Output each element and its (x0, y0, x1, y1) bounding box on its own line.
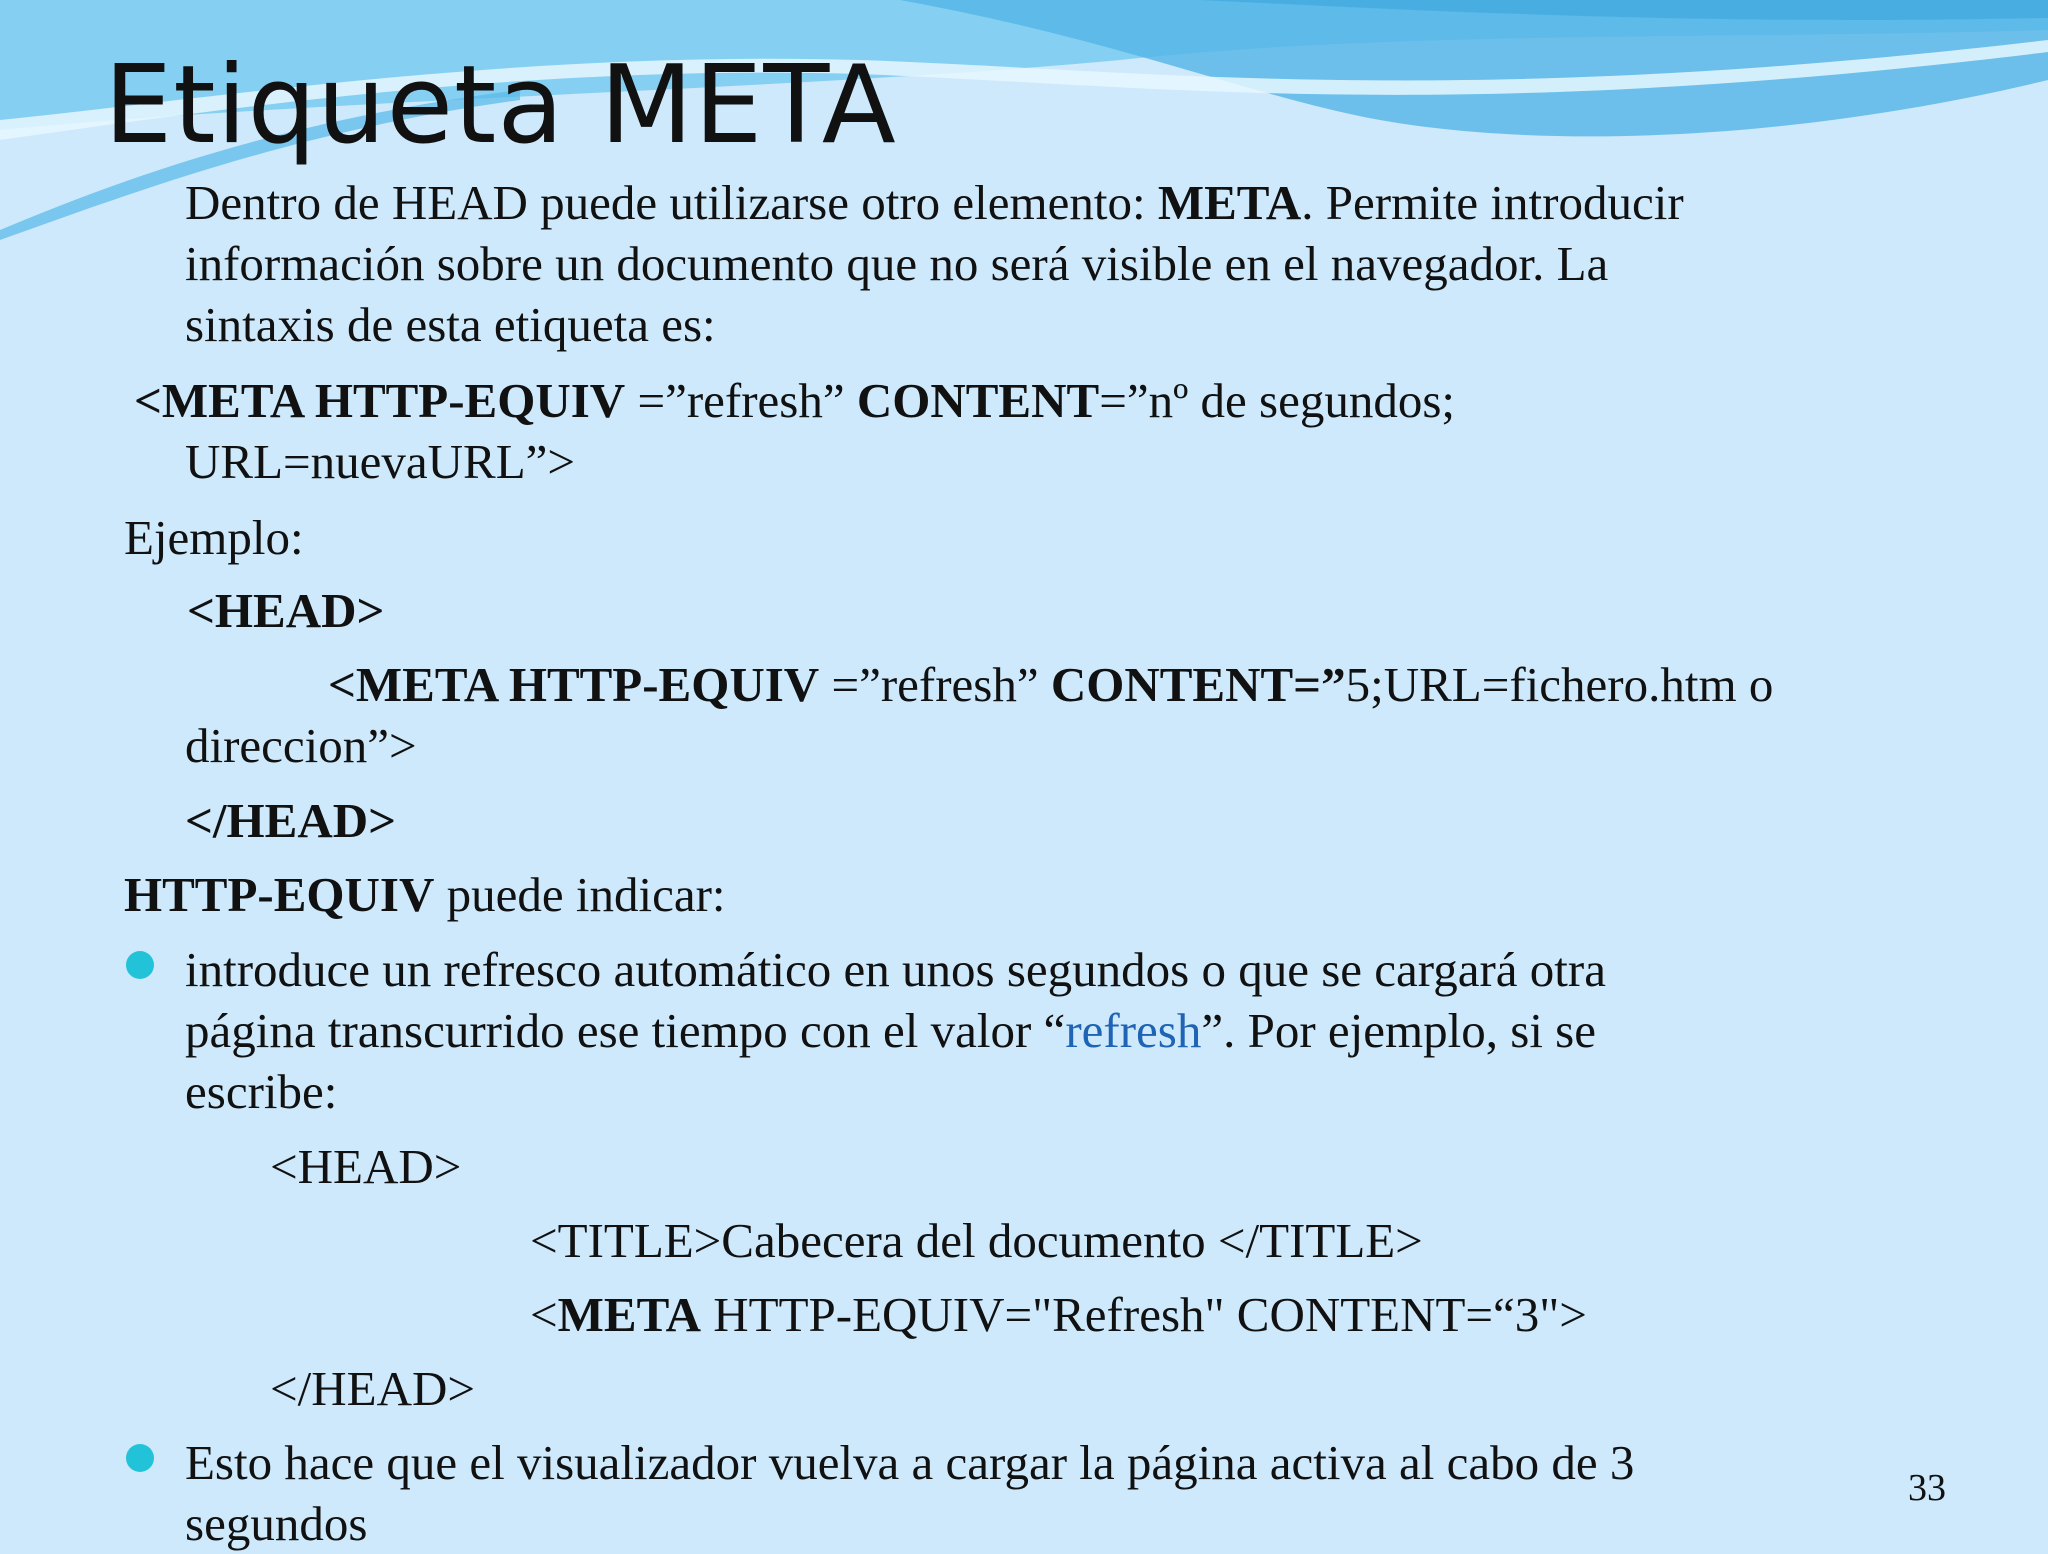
bullet-dot-1 (126, 951, 154, 979)
example-label: Ejemplo: (124, 510, 304, 565)
intro-line-1: Dentro de HEAD puede utilizarse otro elemento: META. Permite introducir (185, 175, 1684, 230)
code-meta-line: <META HTTP-EQUIV="Refresh" CONTENT=“3"> (530, 1287, 1587, 1342)
example-meta-wrap: direccion”> (185, 718, 417, 773)
example-head-open: <HEAD> (187, 583, 385, 638)
code-head-open: <HEAD> (270, 1139, 462, 1194)
syntax-line-2: URL=nuevaURL”> (185, 434, 576, 489)
code-head-close: </HEAD> (270, 1361, 475, 1416)
code-title-line: <TITLE>Cabecera del documento </TITLE> (530, 1213, 1423, 1268)
http-equiv-line: HTTP-EQUIV puede indicar: (124, 867, 726, 922)
bullet-1-line-2: página transcurrido ese tiempo con el valor “refresh”. Por ejemplo, si se (185, 1003, 1596, 1058)
bullet-dot-2 (126, 1444, 154, 1472)
refresh-link[interactable]: refresh (1065, 1003, 1202, 1058)
syntax-line-1: <META HTTP-EQUIV =”refresh” CONTENT=”nº de segundos; (134, 373, 1456, 428)
example-meta-line: <META HTTP-EQUIV =”refresh” CONTENT=”5;URL=fichero.htm o (328, 657, 1774, 712)
slide-title: Etiqueta META (104, 43, 897, 168)
example-head-close: </HEAD> (185, 793, 397, 848)
meta-term: META (1157, 175, 1302, 230)
intro-line-2: información sobre un documento que no será visible en el navegador. La (185, 236, 1609, 291)
bullet-1-line-3: escribe: (185, 1064, 338, 1119)
bullet-1-line-1: introduce un refresco automático en unos segundos o que se cargará otra (185, 942, 1606, 997)
bullet-2-line-2: segundos (185, 1496, 368, 1551)
bullet-2-line-1: Esto hace que el visualizador vuelva a cargar la página activa al cabo de 3 (185, 1435, 1635, 1490)
intro-line-3: sintaxis de esta etiqueta es: (185, 297, 716, 352)
page-number: 33 (1908, 1467, 1946, 1509)
